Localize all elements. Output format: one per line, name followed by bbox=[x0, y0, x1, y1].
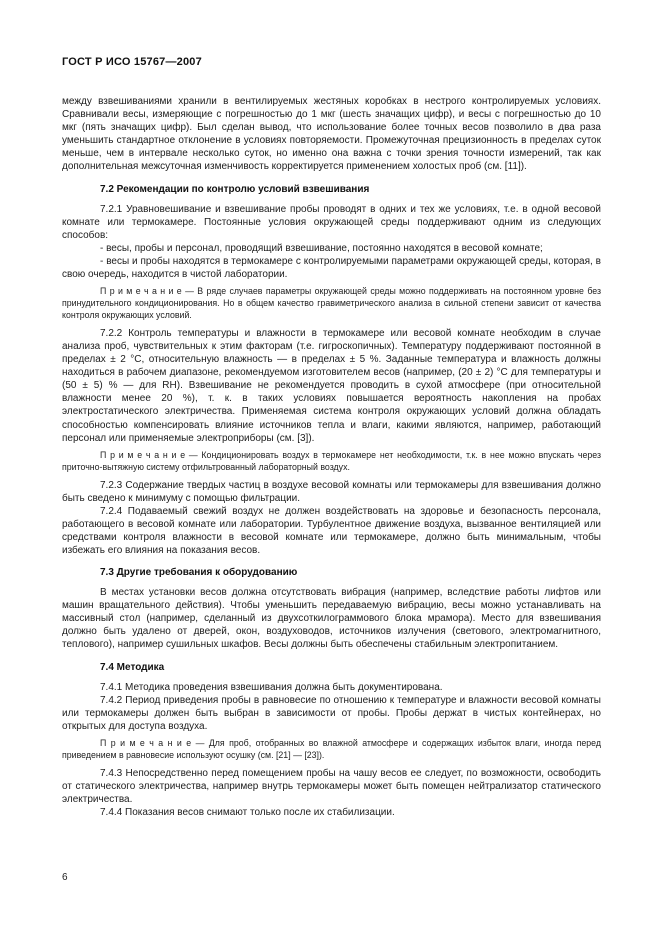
section-heading-7-4: 7.4 Методика bbox=[100, 661, 165, 673]
list-item-weighing-room: - весы, пробы и персонал, проводящий взвешивание, постоянно находятся в весовой комнате; bbox=[100, 242, 543, 254]
paragraph-7-4-4: 7.4.4 Показания весов снимают только после их стабилизации. bbox=[100, 807, 395, 818]
paragraph-7-2-4: 7.2.4 Подаваемый свежий воздух не должен воздействовать на здоровье и безопасность персонала, работающего в весовой комнате или лаборатории. Турбулентное движение воздуха, вызванное вентиляцией или средствами контроля влажности в весовой комнате или термокамере, должно быть минимальным, чтобы избежать его влияния на показания весов. bbox=[62, 505, 601, 556]
page-content bbox=[62, 56, 601, 819]
paragraph-7-2-1: 7.2.1 Уравновешивание и взвешивание пробы проводят в одних и тех же условиях, т.е. в одной весовой комнате или термокамере. Постоянные условия окружающей среды поддерживают одним из следующих способов: bbox=[62, 203, 601, 241]
paragraph-7-2-3: 7.2.3 Содержание твердых частиц в воздухе весовой комнаты или термокамеры для взвешивания должно быть сведено к минимуму с помощью фильтрации. bbox=[62, 479, 601, 504]
list-item-thermochamber: - весы и пробы находятся в термокамере с контролируемыми параметрами окружающей среды, которая, в свою очередь, находится в чистой лаборатории. bbox=[62, 255, 601, 281]
paragraph-7-4-2: 7.4.2 Период приведения пробы в равновесие по отношению к температуре и влажности весовой комнаты или термокамеры должен быть выбран в зависимости от пробы. Пробы держат в чистых контейнерах, но открытых для доступа воздуха. bbox=[62, 694, 601, 732]
section-heading-7-2: 7.2 Рекомендации по контролю условий взвешивания bbox=[100, 183, 370, 195]
note-7-2-1: П р и м е ч а н и е — В ряде случаев параметры окружающей среды можно поддерживать на постоянном уровне без принудительного кондиционирования. Но в общем качество гравиметрического анализа в сильной степени зависит от качества контроля окружающих условий. bbox=[62, 286, 601, 320]
section-heading-7-3: 7.3 Другие требования к оборудованию bbox=[100, 567, 298, 579]
note-7-4-2: П р и м е ч а н и е — Для проб, отобранных во влажной атмосфере и содержащих избыток влаги, иногда перед приведением в равновесие используют осушку (см. [21] — [23]). bbox=[62, 737, 601, 760]
paragraph-7-4-1: 7.4.1 Методика проведения взвешивания должна быть документирована. bbox=[100, 681, 443, 693]
paragraph-7-3-body: В местах установки весов должна отсутствовать вибрация (например, вследствие работы лифтов или машин вращательного действия). Чтобы уменьшить передаваемую вибрацию, весы можно устанавливать на массивный стол (например, сделанный из двухсоткилограммового блока мрамора). Место для взвешивания должно быть удалено от дверей, окон, воздуховодов, источников излучения (светового, электромагнитного, теплового), например сушильных шкафов. Весы должны быть обеспечены стабильным электропитанием. bbox=[62, 587, 601, 651]
document-header-title: ГОСТ Р ИСО 15767—2007 bbox=[62, 56, 202, 68]
paragraph-7-4-3: 7.4.3 Непосредственно перед помещением пробы на чашу весов ее следует, по возможности, освободить от статического электричества, например внутрь термокамеры может быть помещен нейтрализатор статического электричества. bbox=[62, 767, 601, 805]
note-7-2-2: П р и м е ч а н и е — Кондиционировать воздух в термокамере нет необходимости, т.к. в нее можно впускать через приточно-вытяжную систему отфильтрованный лабораторный воздух. bbox=[62, 449, 601, 472]
paragraph-7-2-2: 7.2.2 Контроль температуры и влажности в термокамере или весовой комнате необходим в случае анализа проб, чувствительных к этим факторам (т.е. гигроскопичных). Температуру поддерживают постоянной в пределах ± 2 °С, относительную влажность — в пределах ± 5 %. Заданные температура и влажность должны находиться в рабочем диапазоне, рекомендуемом изготовителем весов (например, (20 ± 2) °С для температуры и (50 ± 5) % — для RH). Взвешивание не рекомендуется проводить в сухой атмосфере (при относительной влажности менее 20 %), т. к. в таких условиях повышается вероятность накопления на пробах электростатического электричества. Применяемая система контроля окружающих условий должна обладать способностью компенсировать влияние источников тепла и влаги, какими являются, например, работающий персонал или применяемые электроприборы (см. [3]). bbox=[62, 327, 601, 444]
page-number: 6 bbox=[62, 872, 68, 883]
paragraph-continuation: между взвешиваниями хранили в вентилируемых жестяных коробках в нестрого контролируемых условиях. Сравнивали весы, измеряющие с погрешностью до 1 мкг (шесть значащих цифр), и весы с погрешностью до 10 мкг (пять значащих цифр). Был сделан вывод, что использование более точных весов позволило в два раза уменьшить стандартное отклонение в условиях повторяемости. Промежуточная прецизионность в пределах суток меньше, чем в интервале несколько суток, но именно она важна с точки зрения точности измерений, так как дополнительная межсуточная изменчивость корректируется применением холостых проб (см. [11]). bbox=[62, 96, 601, 173]
